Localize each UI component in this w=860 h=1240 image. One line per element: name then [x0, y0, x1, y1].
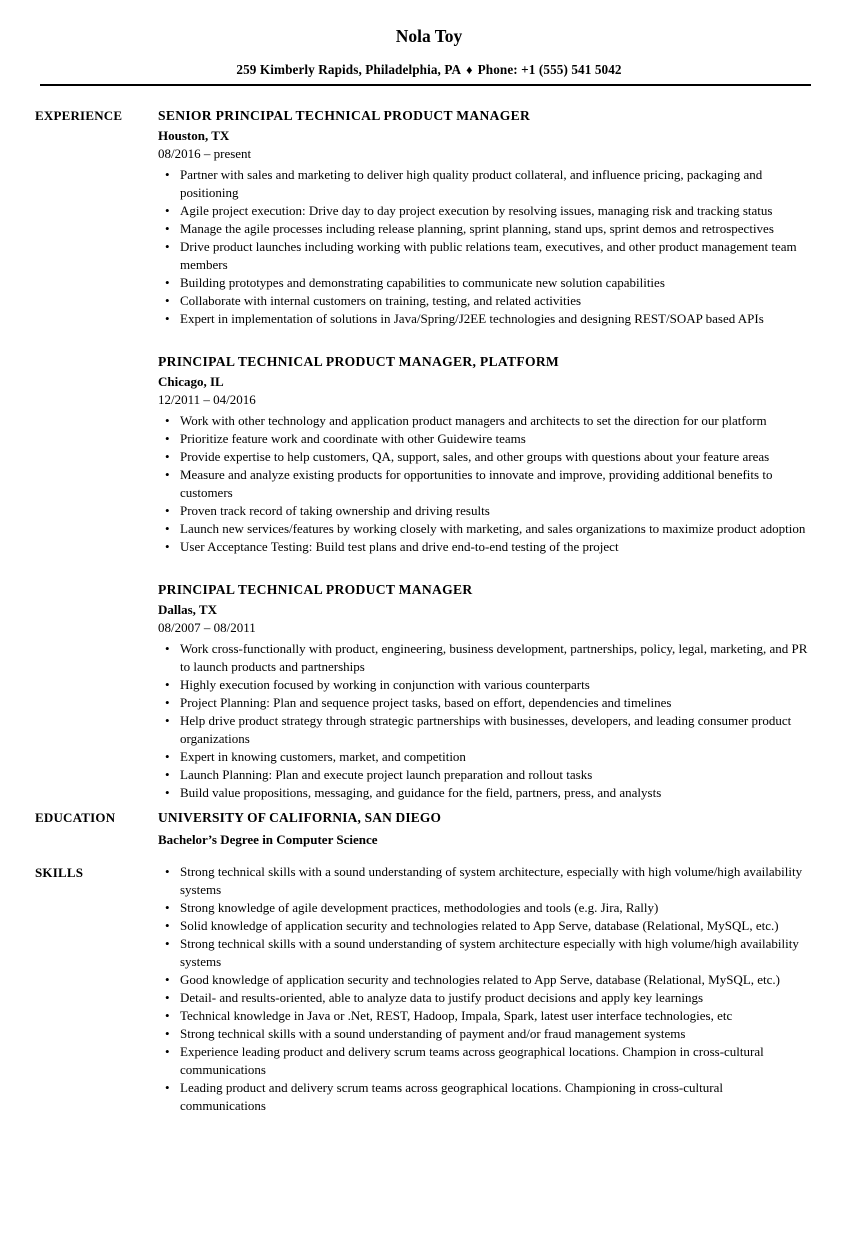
experience-section: [35, 106, 823, 802]
list-item: • Project Planning: Plan and sequence project tasks, based on effort, dependencies and timelines: [158, 694, 810, 712]
list-item: • Strong technical skills with a sound understanding of payment and/or fraud management systems: [158, 1025, 810, 1043]
list-item: • Expert in implementation of solutions in Java/Spring/J2EE technologies and designing REST/SOAP based APIs: [158, 310, 810, 328]
list-item: • Agile project execution: Drive day to day project execution by resolving issues, managing risk and tracking status: [158, 202, 810, 220]
list-item: • Work with other technology and application product managers and architects to set the direction for our platform: [158, 412, 810, 430]
experience-content: [158, 106, 810, 802]
list-item: • Prioritize feature work and coordinate with other Guidewire teams: [158, 430, 810, 448]
resume-header: [35, 26, 823, 86]
list-item: • Highly execution focused by working in conjunction with various counterparts: [158, 676, 810, 694]
diamond-icon: ♦: [466, 63, 473, 77]
header-divider: [40, 84, 811, 86]
education-label: EDUCATION: [35, 810, 116, 825]
contact-line: [35, 61, 823, 79]
skills-list: [158, 863, 810, 1115]
job-bullets: [158, 412, 810, 556]
list-item: • Expert in knowing customers, market, and competition: [158, 748, 810, 766]
list-item: • Provide expertise to help customers, QA, support, sales, and other groups with questions about your feature areas: [158, 448, 810, 466]
list-item: • Measure and analyze existing products for opportunities to innovate and improve, providing additional benefits to customers: [158, 466, 810, 502]
list-item: • Leading product and delivery scrum teams across geographical locations. Championing in cross-cultural communications: [158, 1079, 810, 1115]
list-item: • Drive product launches including working with public relations team, executives, and other product management team members: [158, 238, 810, 274]
list-item: • Proven track record of taking ownership and driving results: [158, 502, 810, 520]
list-item: • Strong technical skills with a sound understanding of system architecture, especially with high volume/high availability systems: [158, 863, 810, 899]
list-item: • Strong knowledge of agile development practices, methodologies and tools (e.g. Jira, Rally): [158, 899, 810, 917]
list-item: • Launch new services/features by working closely with marketing, and sales organizations to maximize product adoption: [158, 520, 810, 538]
address-text: 259 Kimberly Rapids, Philadelphia, PA: [236, 62, 462, 77]
job-location: Dallas, TX: [158, 602, 217, 617]
resume-page: [0, 26, 860, 1115]
school-name: UNIVERSITY OF CALIFORNIA, SAN DIEGO: [158, 810, 442, 825]
job-entry: [158, 106, 810, 328]
job-location: Chicago, IL: [158, 374, 224, 389]
list-item: • Good knowledge of application security and technologies related to App Serve, database (Relational, MySQL, etc.): [158, 971, 810, 989]
list-item: • User Acceptance Testing: Build test plans and drive end-to-end testing of the project: [158, 538, 810, 556]
job-title: PRINCIPAL TECHNICAL PRODUCT MANAGER: [158, 582, 473, 597]
degree-name: Bachelor’s Degree in Computer Science: [158, 832, 378, 847]
job-dates: 12/2011 – 04/2016: [158, 392, 256, 407]
list-item: • Detail- and results-oriented, able to analyze data to justify product decisions and apply key learnings: [158, 989, 810, 1007]
list-item: • Strong technical skills with a sound understanding of system architecture especially with high volume/high availability systems: [158, 935, 810, 971]
job-entry: [158, 352, 810, 556]
job-location: Houston, TX: [158, 128, 230, 143]
job-dates: 08/2007 – 08/2011: [158, 620, 256, 635]
candidate-name: Nola Toy: [395, 26, 463, 46]
list-item: • Building prototypes and demonstrating capabilities to communicate new solution capabilities: [158, 274, 810, 292]
job-bullets: [158, 166, 810, 328]
job-entry: [158, 580, 810, 802]
list-item: • Work cross-functionally with product, engineering, business development, partnerships, policy, legal, marketing, and PR to launch products and partnerships: [158, 640, 810, 676]
list-item: • Technical knowledge in Java or .Net, REST, Hadoop, Impala, Spark, latest user interface technologies, etc: [158, 1007, 810, 1025]
list-item: • Launch Planning: Plan and execute project launch preparation and rollout tasks: [158, 766, 810, 784]
job-title: SENIOR PRINCIPAL TECHNICAL PRODUCT MANAGER: [158, 108, 531, 123]
education-section: [35, 808, 823, 849]
job-title: PRINCIPAL TECHNICAL PRODUCT MANAGER, PLATFORM: [158, 354, 560, 369]
list-item: • Collaborate with internal customers on training, testing, and related activities: [158, 292, 810, 310]
experience-label: EXPERIENCE: [35, 108, 123, 123]
skills-section: [35, 863, 823, 1115]
phone-text: Phone: +1 (555) 541 5042: [477, 62, 622, 77]
job-dates: 08/2016 – present: [158, 146, 252, 161]
list-item: • Manage the agile processes including release planning, sprint planning, stand ups, sprint demos and retrospectives: [158, 220, 810, 238]
list-item: • Solid knowledge of application security and technologies related to App Serve, database (Relational, MySQL, etc.): [158, 917, 810, 935]
education-content: [158, 808, 810, 849]
list-item: • Partner with sales and marketing to deliver high quality product collateral, and influence pricing, packaging and positioning: [158, 166, 810, 202]
skills-label: SKILLS: [35, 865, 84, 880]
list-item: • Build value propositions, messaging, and guidance for the field, partners, press, and analysts: [158, 784, 810, 802]
list-item: • Experience leading product and delivery scrum teams across geographical locations. Champion in cross-cultural communications: [158, 1043, 810, 1079]
list-item: • Help drive product strategy through strategic partnerships with businesses, developers, and leading consumer product organizations: [158, 712, 810, 748]
job-bullets: [158, 640, 810, 802]
skills-content: [158, 863, 810, 1115]
